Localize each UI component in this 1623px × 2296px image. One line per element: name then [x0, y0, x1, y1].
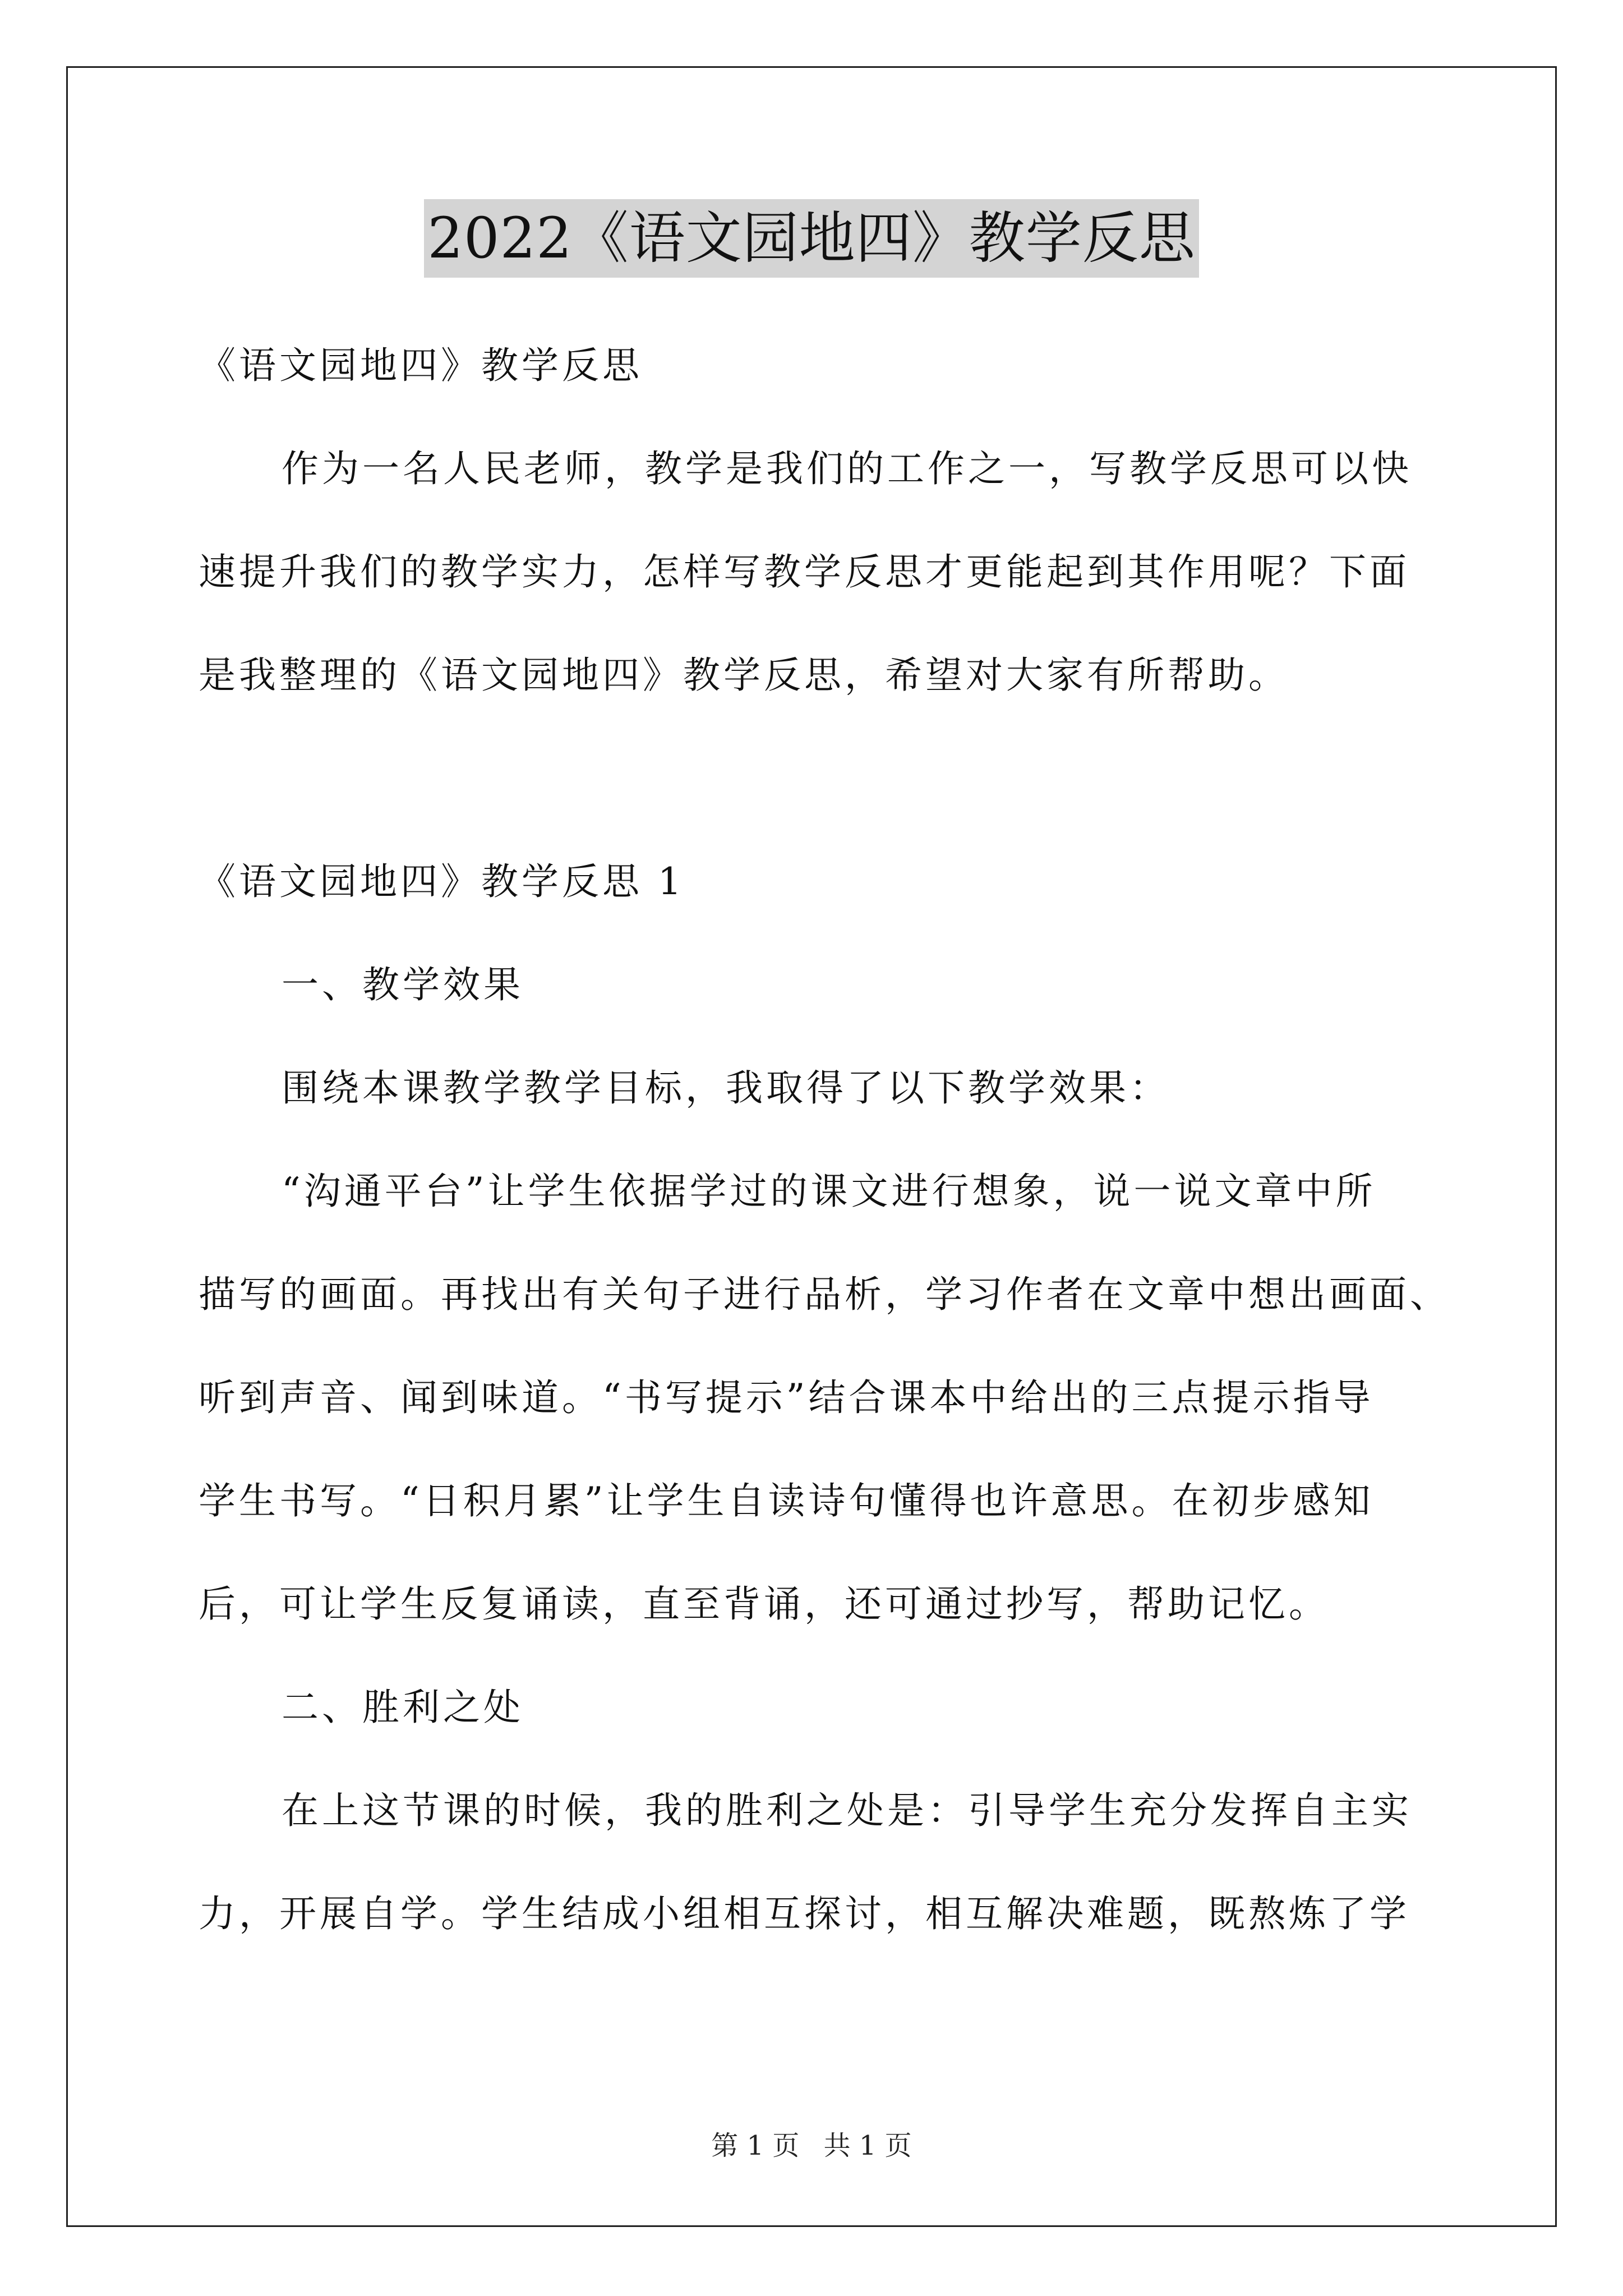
- part2-heading: 二、胜利之处: [282, 1686, 524, 1729]
- part2-line-2: 力，开展自学。学生结成小组相互探讨，相互解决难题，既熬炼了学: [199, 1892, 1410, 1935]
- section-heading: 《语文园地四》教学反思 1: [199, 860, 685, 903]
- part1-line-5: 后，可让学生反复诵读，直至背诵，还可通过抄写，帮助记忆。: [199, 1582, 1329, 1626]
- part1-line-2: 描写的画面。再找出有关句子进行品析，学习作者在文章中想出画面、: [199, 1273, 1450, 1316]
- intro-line-1: 作为一名人民老师，教学是我们的工作之一，写教学反思可以快: [282, 447, 1412, 490]
- intro-line-2: 速提升我们的教学实力，怎样写教学反思才更能起到其作用呢？下面: [199, 550, 1410, 593]
- title-wrap: [0, 199, 1623, 278]
- part1-heading: 一、教学效果: [282, 963, 524, 1006]
- document-title: 2022《语文园地四》教学反思: [424, 199, 1199, 278]
- part2-line-1: 在上这节课的时候，我的胜利之处是：引导学生充分发挥自主实: [282, 1789, 1412, 1832]
- page-footer: [0, 2129, 1623, 2162]
- page-number: 第 1 页: [711, 2130, 800, 2161]
- part1-line-4: 学生书写。“日积月累”让学生自读诗句懂得也许意思。在初步感知: [199, 1479, 1374, 1522]
- document-body: [199, 314, 1460, 1966]
- spacer: [199, 727, 1460, 830]
- part1-line-1: “沟通平台”让学生依据学过的课文进行想象，说一说文章中所: [282, 1170, 1376, 1213]
- part1-intro: 围绕本课教学教学目标，我取得了以下教学效果：: [282, 1066, 1170, 1110]
- part1-line-3: 听到声音、闻到味道。“书写提示”结合课本中给出的三点提示指导: [199, 1376, 1374, 1419]
- page-total: 共 1 页: [823, 2130, 912, 2161]
- subtitle: 《语文园地四》教学反思: [199, 344, 643, 387]
- intro-line-3: 是我整理的《语文园地四》教学反思，希望对大家有所帮助。: [199, 654, 1289, 697]
